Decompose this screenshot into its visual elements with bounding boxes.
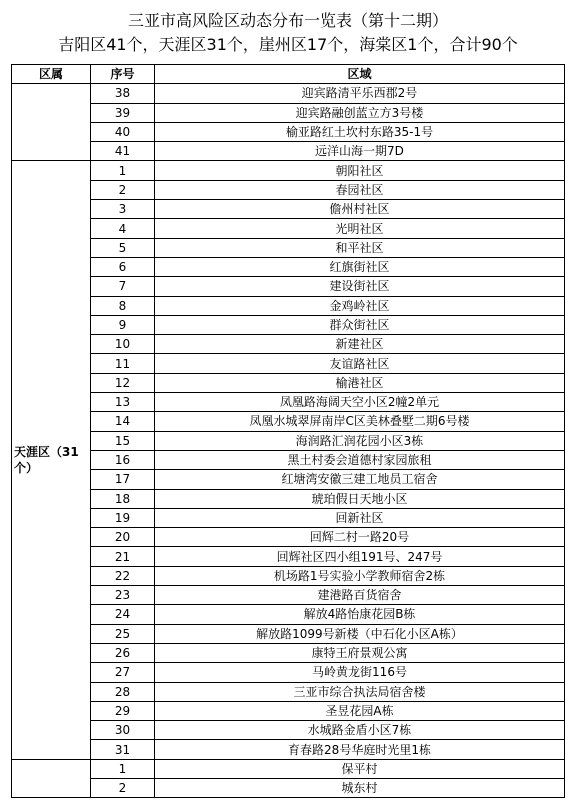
number-cell: 11 bbox=[91, 354, 155, 373]
table-row bbox=[12, 296, 565, 315]
table-row bbox=[12, 740, 565, 759]
table-row bbox=[12, 122, 565, 141]
number-cell: 19 bbox=[91, 508, 155, 527]
area-cell: 建港路百货宿舍 bbox=[155, 586, 565, 605]
table-header-row bbox=[12, 65, 565, 84]
table-row bbox=[12, 412, 565, 431]
area-cell: 回辉二村一路20号 bbox=[155, 528, 565, 547]
table-row bbox=[12, 103, 565, 122]
area-cell: 迎宾路融创蓝立方3号楼 bbox=[155, 103, 565, 122]
number-cell: 28 bbox=[91, 682, 155, 701]
table-row bbox=[12, 200, 565, 219]
area-cell: 友谊路社区 bbox=[155, 354, 565, 373]
number-cell: 16 bbox=[91, 450, 155, 469]
table-row bbox=[12, 161, 565, 180]
table-row bbox=[12, 373, 565, 392]
table-row bbox=[12, 508, 565, 527]
area-cell: 红塘湾安徽三建工地员工宿舍 bbox=[155, 470, 565, 489]
area-cell: 三亚市综合执法局宿舍楼 bbox=[155, 682, 565, 701]
area-cell: 海润路汇润花园小区3栋 bbox=[155, 431, 565, 450]
number-cell: 38 bbox=[91, 84, 155, 103]
area-cell: 群众街社区 bbox=[155, 315, 565, 334]
table-row bbox=[12, 682, 565, 701]
header-number: 序号 bbox=[91, 65, 155, 84]
area-cell: 马岭黄龙街116号 bbox=[155, 663, 565, 682]
table-row bbox=[12, 142, 565, 161]
table-row bbox=[12, 335, 565, 354]
area-cell: 琥珀假日天地小区 bbox=[155, 489, 565, 508]
area-cell: 新建社区 bbox=[155, 335, 565, 354]
number-cell: 2 bbox=[91, 778, 155, 797]
page-subtitle: 吉阳区41个，天涯区31个，崖州区17个，海棠区1个，合计90个 bbox=[58, 35, 518, 54]
area-cell: 回新社区 bbox=[155, 508, 565, 527]
area-cell: 保平村 bbox=[155, 759, 565, 778]
area-cell: 和平社区 bbox=[155, 238, 565, 257]
area-cell: 解放4路怡康花园B栋 bbox=[155, 605, 565, 624]
page-title: 三亚市高风险区动态分布一览表（第十二期） bbox=[127, 11, 448, 30]
number-cell: 22 bbox=[91, 566, 155, 585]
table-row bbox=[12, 354, 565, 373]
number-cell: 4 bbox=[91, 219, 155, 238]
area-cell: 朝阳社区 bbox=[155, 161, 565, 180]
area-cell: 凤凰水城翠屏南岸C区美林叠墅二期6号楼 bbox=[155, 412, 565, 431]
area-cell: 红旗街社区 bbox=[155, 257, 565, 276]
area-cell: 远洋山海一期7D bbox=[155, 142, 565, 161]
table-row bbox=[12, 489, 565, 508]
area-cell: 儋州村社区 bbox=[155, 200, 565, 219]
number-cell: 6 bbox=[91, 257, 155, 276]
number-cell: 39 bbox=[91, 103, 155, 122]
table-row bbox=[12, 759, 565, 778]
number-cell: 15 bbox=[91, 431, 155, 450]
area-cell: 回辉社区四小组191号、247号 bbox=[155, 547, 565, 566]
table-row bbox=[12, 528, 565, 547]
number-cell: 31 bbox=[91, 740, 155, 759]
table-row bbox=[12, 624, 565, 643]
header-area: 区域 bbox=[155, 65, 565, 84]
area-cell: 城东村 bbox=[155, 778, 565, 797]
number-cell: 5 bbox=[91, 238, 155, 257]
table-row bbox=[12, 547, 565, 566]
number-cell: 18 bbox=[91, 489, 155, 508]
table-row bbox=[12, 238, 565, 257]
number-cell: 25 bbox=[91, 624, 155, 643]
area-cell: 圣昱花园A栋 bbox=[155, 701, 565, 720]
number-cell: 30 bbox=[91, 721, 155, 740]
number-cell: 8 bbox=[91, 296, 155, 315]
area-cell: 迎宾路清平乐西郡2号 bbox=[155, 84, 565, 103]
table-row bbox=[12, 701, 565, 720]
number-cell: 1 bbox=[91, 161, 155, 180]
number-cell: 9 bbox=[91, 315, 155, 334]
table-row bbox=[12, 450, 565, 469]
table-row bbox=[12, 643, 565, 662]
number-cell: 41 bbox=[91, 142, 155, 161]
number-cell: 17 bbox=[91, 470, 155, 489]
header-district: 区属 bbox=[12, 65, 91, 84]
number-cell: 1 bbox=[91, 759, 155, 778]
number-cell: 29 bbox=[91, 701, 155, 720]
area-cell: 康特王府景观公寓 bbox=[155, 643, 565, 662]
area-cell: 凤凰路海阔天空小区2幢2单元 bbox=[155, 393, 565, 412]
table-body bbox=[12, 84, 565, 798]
district-cell bbox=[12, 759, 91, 798]
table-row bbox=[12, 778, 565, 797]
number-cell: 3 bbox=[91, 200, 155, 219]
table-row bbox=[12, 605, 565, 624]
number-cell: 23 bbox=[91, 586, 155, 605]
table-row bbox=[12, 180, 565, 199]
number-cell: 2 bbox=[91, 180, 155, 199]
area-cell: 黑土村委会道德村家园旅租 bbox=[155, 450, 565, 469]
number-cell: 20 bbox=[91, 528, 155, 547]
risk-area-table bbox=[11, 64, 565, 798]
number-cell: 13 bbox=[91, 393, 155, 412]
district-cell bbox=[12, 84, 91, 161]
area-cell: 春园社区 bbox=[155, 180, 565, 199]
number-cell: 21 bbox=[91, 547, 155, 566]
table-row bbox=[12, 721, 565, 740]
area-cell: 机场路1号实验小学教师宿舍2栋 bbox=[155, 566, 565, 585]
number-cell: 14 bbox=[91, 412, 155, 431]
area-cell: 水城路金盾小区7栋 bbox=[155, 721, 565, 740]
number-cell: 40 bbox=[91, 122, 155, 141]
table-row bbox=[12, 84, 565, 103]
number-cell: 12 bbox=[91, 373, 155, 392]
area-cell: 榆港社区 bbox=[155, 373, 565, 392]
table-row bbox=[12, 393, 565, 412]
area-cell: 金鸡岭社区 bbox=[155, 296, 565, 315]
area-cell: 榆亚路红土坎村东路35-1号 bbox=[155, 122, 565, 141]
table-row bbox=[12, 315, 565, 334]
table-row bbox=[12, 566, 565, 585]
number-cell: 24 bbox=[91, 605, 155, 624]
number-cell: 10 bbox=[91, 335, 155, 354]
table-row bbox=[12, 663, 565, 682]
number-cell: 27 bbox=[91, 663, 155, 682]
table-row bbox=[12, 257, 565, 276]
area-cell: 育春路28号华庭时光里1栋 bbox=[155, 740, 565, 759]
area-cell: 解放路1099号新楼（中石化小区A栋） bbox=[155, 624, 565, 643]
district-cell: 天涯区（31个） bbox=[12, 161, 91, 759]
number-cell: 26 bbox=[91, 643, 155, 662]
table-row bbox=[12, 470, 565, 489]
table-row bbox=[12, 431, 565, 450]
table-row bbox=[12, 586, 565, 605]
number-cell: 7 bbox=[91, 277, 155, 296]
table-row bbox=[12, 277, 565, 296]
area-cell: 光明社区 bbox=[155, 219, 565, 238]
area-cell: 建设街社区 bbox=[155, 277, 565, 296]
table-row bbox=[12, 219, 565, 238]
